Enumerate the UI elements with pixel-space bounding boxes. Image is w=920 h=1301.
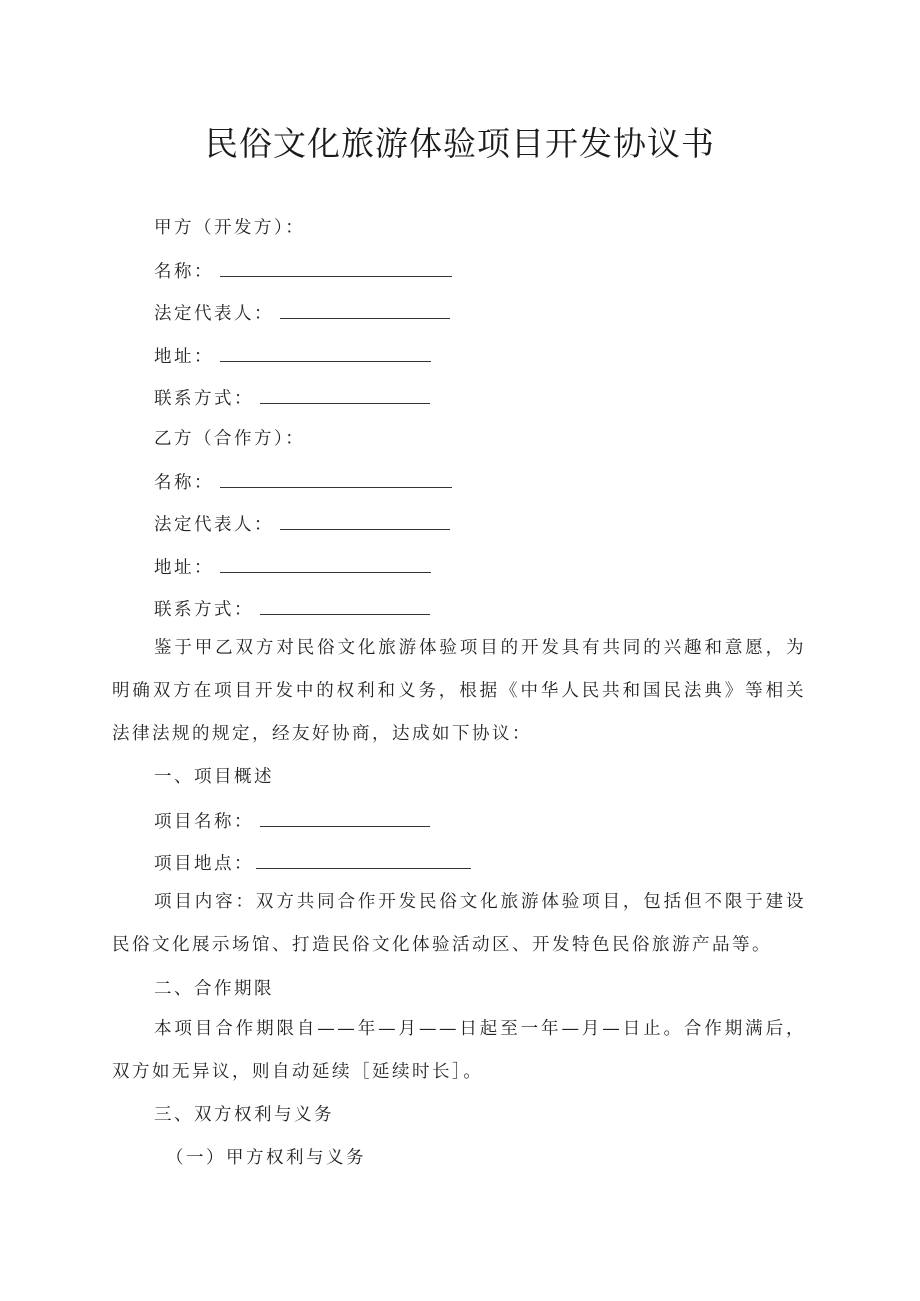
project-name-row bbox=[154, 808, 430, 834]
party-b-rep-field[interactable] bbox=[280, 511, 450, 530]
project-location-field[interactable] bbox=[256, 850, 471, 869]
party-a-contact-label: 联系方式： bbox=[154, 389, 254, 409]
party-b-heading: 乙方（合作方）： bbox=[154, 429, 306, 449]
term-paragraph: 本项目合作期限自——年—月——日起至一年—月—日止。合作期满后，双方如无异议，则自动延续［延续时长］。 bbox=[112, 1019, 806, 1082]
project-name-label: 项目名称： bbox=[154, 812, 254, 832]
party-a-address-row bbox=[154, 343, 431, 369]
project-location-label: 项目地点： bbox=[154, 854, 254, 874]
party-a-heading: 甲方（开发方）： bbox=[154, 218, 306, 238]
party-a-rep-row bbox=[154, 300, 450, 326]
party-a-name-label: 名称： bbox=[154, 262, 214, 282]
party-a-address-label: 地址： bbox=[154, 347, 214, 367]
party-a-contact-row bbox=[154, 385, 430, 411]
project-location-row bbox=[154, 850, 471, 876]
party-b-contact-label: 联系方式： bbox=[154, 600, 254, 620]
party-a-contact-field[interactable] bbox=[260, 385, 430, 404]
party-b-name-row bbox=[154, 469, 452, 495]
section2-heading: 二、合作期限 bbox=[154, 979, 274, 999]
project-name-field[interactable] bbox=[260, 808, 430, 827]
party-b-name-label: 名称： bbox=[154, 473, 214, 493]
party-a-name-field[interactable] bbox=[220, 258, 452, 277]
preamble-paragraph: 鉴于甲乙双方对民俗文化旅游体验项目的开发具有共同的兴趣和意愿，为明确双方在项目开发中的权利和义务，根据《中华人民共和国民法典》等相关法律法规的规定，经友好协商，达成如下协议： bbox=[112, 638, 806, 744]
party-a-name-row bbox=[154, 258, 452, 284]
party-a-rep-label: 法定代表人： bbox=[154, 304, 274, 324]
party-b-address-label: 地址： bbox=[154, 558, 214, 578]
section1-heading: 一、项目概述 bbox=[154, 767, 274, 787]
party-b-address-row bbox=[154, 554, 431, 580]
project-content-paragraph: 项目内容：双方共同合作开发民俗文化旅游体验项目，包括但不限于建设民俗文化展示场馆、打造民俗文化体验活动区、开发特色民俗旅游产品等。 bbox=[112, 892, 806, 955]
party-a-address-field[interactable] bbox=[220, 343, 431, 362]
party-b-contact-row bbox=[154, 596, 430, 622]
section3-sub1-heading: （一）甲方权利与义务 bbox=[166, 1148, 366, 1168]
party-b-rep-label: 法定代表人： bbox=[154, 515, 274, 535]
party-b-address-field[interactable] bbox=[220, 554, 431, 573]
party-b-name-field[interactable] bbox=[220, 469, 452, 488]
section3-heading: 三、双方权利与义务 bbox=[154, 1105, 334, 1125]
party-a-rep-field[interactable] bbox=[280, 300, 450, 319]
party-b-contact-field[interactable] bbox=[260, 596, 430, 615]
party-b-rep-row bbox=[154, 511, 450, 537]
document-title: 民俗文化旅游体验项目开发协议书 bbox=[205, 124, 715, 163]
